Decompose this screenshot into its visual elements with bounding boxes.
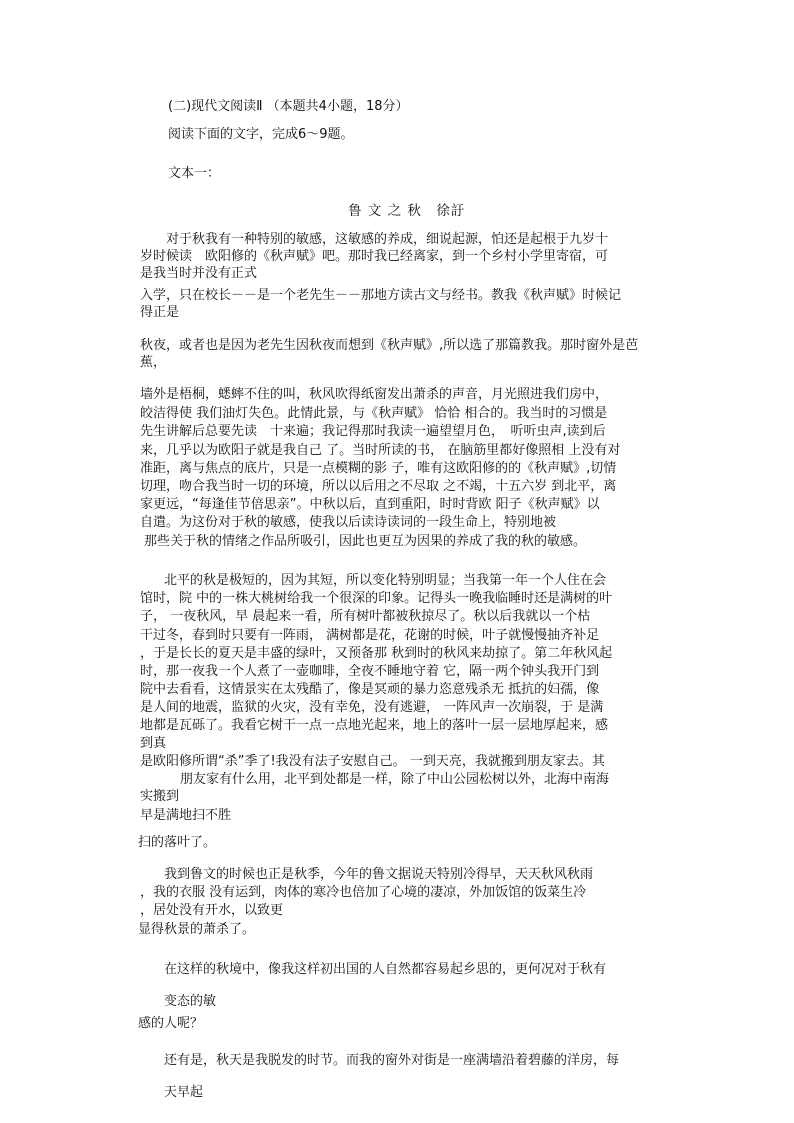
article-line: 地都是瓦砾了。我看它树干一点一点地光起来，地上的落叶一层一层地厚起来，感 xyxy=(140,718,609,733)
text-label: 文本一： xyxy=(168,166,221,181)
article-line: ，于是长长的夏天是丰盛的绿叶，又预备那 秋到时的秋风来劫掠了。第二年秋风起 xyxy=(140,646,613,661)
article-line: 在这样的秋境中，像我这样初出国的人自然都容易起乡思的，更何况对于秋有 xyxy=(164,962,607,977)
article-line: 北平的秋是极短的，因为其短，所以变化特别明显；当我第一年一个人住在会 xyxy=(164,573,607,588)
article-line: 家更远，“每逢佳节倍思亲”。中秋以后，直到重阳，时时背欧 阳子《秋声赋》以 xyxy=(140,497,600,512)
article-line: 切理，吻合我当时一切的环境，所以以后用之不尽取 之不竭，十五六岁 到北平，离 xyxy=(140,479,617,494)
article-line: 岁时候读 欧阳修的《秋声赋》吧。那时我已经离家，到一个乡村小学里寄宿，可 xyxy=(140,249,609,264)
article-line: 还有是，秋天是我脱发的时节。而我的窗外对街是一座满墙沿着碧藤的洋房，每 xyxy=(164,1053,620,1068)
article-line: 秋夜，或者也是因为老先生因秋夜而想到《秋声赋》,所以选了那篇教我。那时窗外是芭 xyxy=(140,338,639,353)
instruction: 阅读下面的文字，完成6～9题。 xyxy=(168,127,354,142)
article-line: 墙外是梧桐，蟋蟀不住的叫，秋风吹得纸窗发出萧杀的声音，月光照进我们房中， xyxy=(140,387,609,402)
article-line: 准距，离与焦点的底片，只是一点模糊的影 子，唯有这欧阳修的的《秋声赋》,切情 xyxy=(140,461,617,476)
article-line: 来，几乎以为欧阳子就是我自己 了。当时所读的书， 在脑筋里都好像照相 上没有对 xyxy=(140,443,621,458)
article-line: 皎洁得使 我们油灯失色。此情此景，与《秋声赋》 恰恰 相合的。我当时的习惯是 xyxy=(140,406,608,421)
article-line: 那些关于秋的情绪之作品所吸引，因此也更互为因果的养成了我的秋的敏感。 xyxy=(144,534,587,549)
article-line: 得正是 xyxy=(140,305,180,320)
article-line: 入学，只在校长－－是一个老先生－－那地方读古文与经书。教我《秋声赋》时候记 xyxy=(140,288,622,303)
article-line: 是欧阳修所谓“杀”季了!我没有法子安慰自己。 一到天亮，我就搬到朋友家去。其 xyxy=(140,754,605,769)
article-line: ，我的衣服 没有运到，肉体的寒冷也倍加了心境的凄凉，外加饭馆的饭菜生冷 xyxy=(140,885,587,900)
article-line: 自遣。为这份对于秋的敏感，使我以后读诗读词的一段生命上，特别地被 xyxy=(140,515,557,530)
article-line: 早是满地扫不胜 xyxy=(140,808,232,823)
article-line: 我到鲁文的时候也正是秋季，今年的鲁文据说天特别冷得早，天天秋风秋雨 xyxy=(164,867,594,882)
article-line: 先生讲解后总要先读 十来遍；我记得那时我读一遍望望月色， 听听虫声,读到后 xyxy=(140,424,606,439)
article-line: 是人间的地震，监狱的火灾，没有幸免，没有逃避， 一阵风声一次崩裂，于 是满 xyxy=(140,700,604,715)
article-line: 子， 一夜秋风，早 晨起来一看，所有树叶都被秋掠尽了。秋以后我就以一个枯 xyxy=(140,609,591,624)
article-line: 到真 xyxy=(140,736,167,751)
article-line: 扫的落叶了。 xyxy=(138,835,217,850)
article-line: 时，那一夜我一个人煮了一壶咖啡，全夜不睡地守着 它，隔一两个钟头我开门到 xyxy=(140,664,600,679)
article-line: 显得秋景的萧杀了。 xyxy=(138,922,256,937)
article-line: 实搬到 xyxy=(140,789,180,804)
article-line: 感的人呢？ xyxy=(138,1016,204,1031)
article-line: ，居处没有开水，以致更 xyxy=(140,903,284,918)
article-line: 馆时，院 中的一株大桃树给我一个很深的印象。记得头一晚我临睡时还是满树的叶 xyxy=(140,591,613,606)
article-line: 天早起 xyxy=(164,1085,204,1100)
article-line: 是我当时并没有正式 xyxy=(140,266,258,281)
article-line: 朋友家有什么用，北平到处都是一样，除了中山公园松树以外，北海中南海 xyxy=(180,772,610,787)
article-title: 鲁 文 之 秋 徐訏 xyxy=(348,203,466,219)
article-line: 变态的敏 xyxy=(164,994,217,1009)
article-line: 干过冬，春到时只要有一阵雨， 满树都是花，花谢的时候，叶子就慢慢抽齐补足 xyxy=(140,628,600,643)
article-line: 蕉， xyxy=(140,355,167,370)
section-header: (二)现代文阅读Ⅱ （本题共4小题，18分） xyxy=(168,99,409,114)
article-line: 对于秋我有一种特别的敏感，这敏感的养成，细说起源，怕还是起根于九岁十 xyxy=(166,232,609,247)
article-line: 院中去看看，这情景实在太残酷了，像是冥顽的暴力恣意残杀无 抵抗的妇孺，像 xyxy=(140,682,600,697)
